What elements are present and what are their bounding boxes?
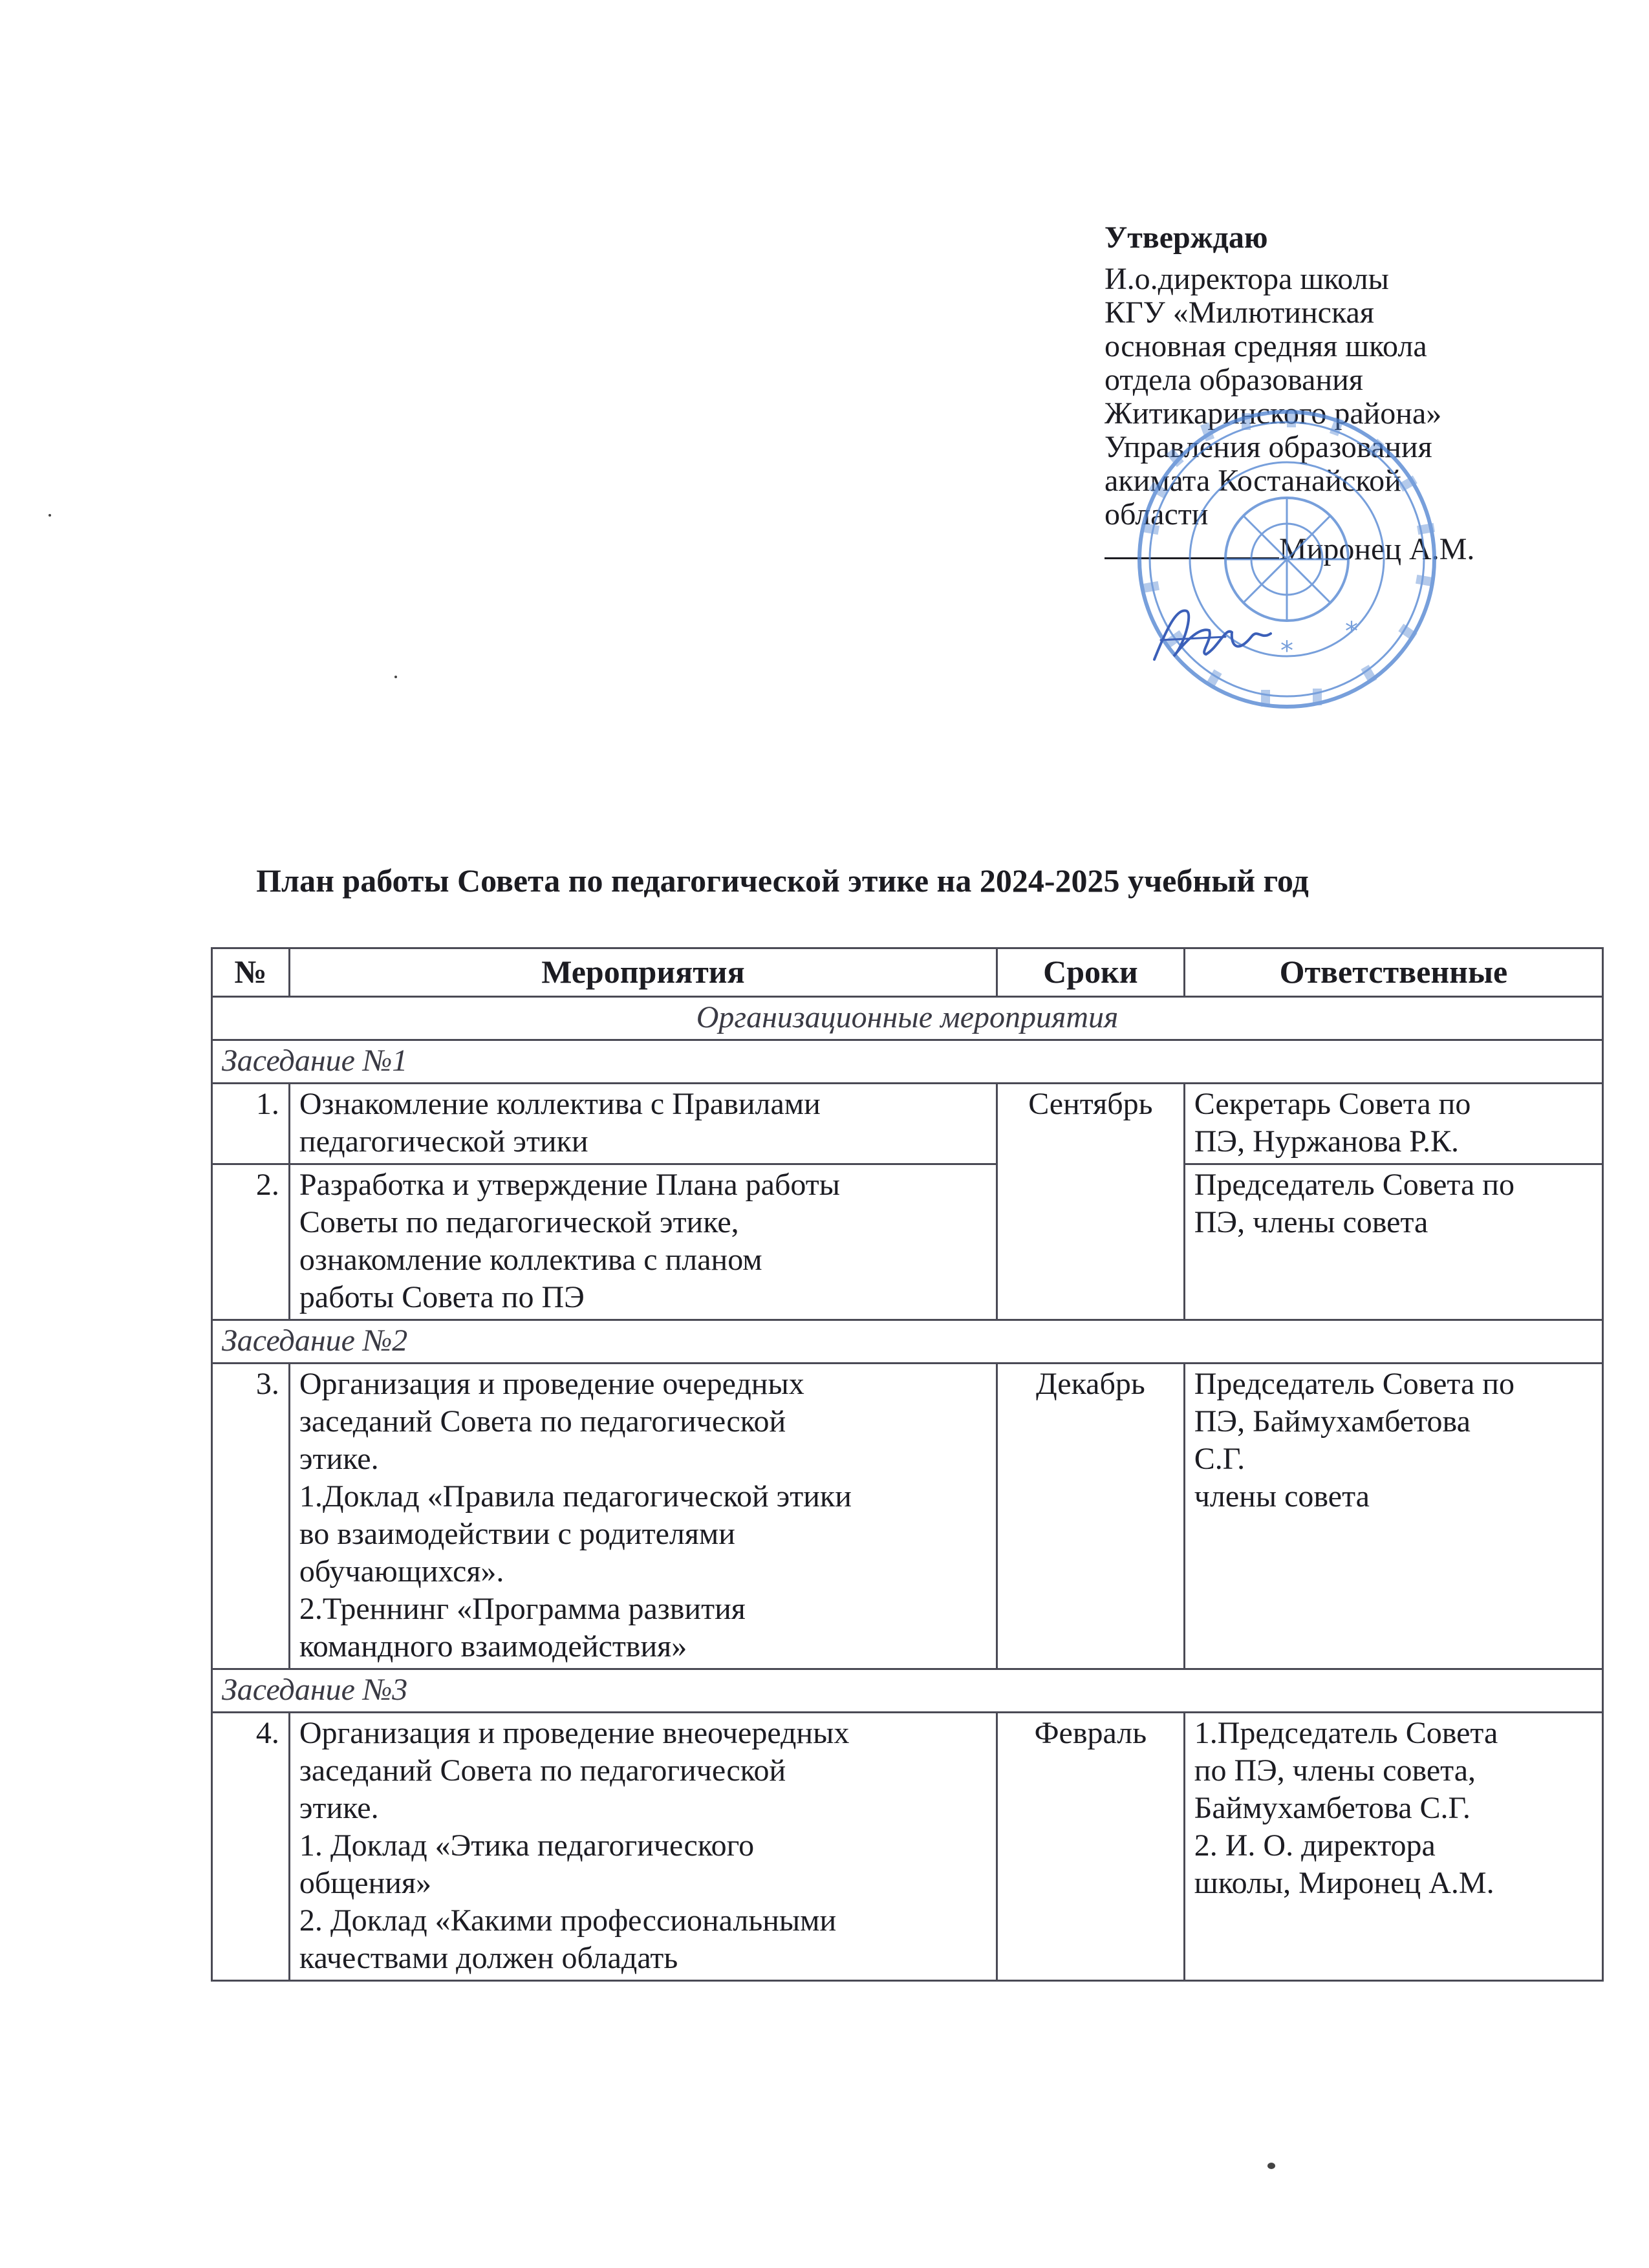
event-line: Организация и проведение внеочередных bbox=[299, 1716, 850, 1750]
table-header-row bbox=[212, 948, 1603, 997]
header-num: № bbox=[212, 948, 290, 997]
event-line: во взаимодействии с родителями bbox=[299, 1517, 735, 1551]
row-term: Февраль bbox=[997, 1713, 1184, 1981]
session-row bbox=[212, 1669, 1603, 1713]
session-row bbox=[212, 1320, 1603, 1364]
row-responsible bbox=[1184, 1084, 1602, 1164]
header-responsible: Ответственные bbox=[1184, 948, 1602, 997]
event-line: Организация и проведение очередных bbox=[299, 1367, 804, 1401]
session-row bbox=[212, 1040, 1603, 1084]
table-row bbox=[212, 1084, 1603, 1164]
row-number: 1. bbox=[212, 1084, 290, 1164]
responsible-line: Председатель Совета по bbox=[1194, 1367, 1514, 1401]
event-line: обучающихся». bbox=[299, 1554, 504, 1589]
row-event bbox=[289, 1713, 997, 1981]
event-line: Разработка и утверждение Плана работы bbox=[299, 1168, 840, 1202]
event-line: заседаний Совета по педагогической bbox=[299, 1404, 786, 1439]
event-line: командного взаимодействия» bbox=[299, 1629, 687, 1664]
document-title: План работы Совета по педагогической этике на 2024-2025 учебный год bbox=[256, 862, 1309, 899]
table-row bbox=[212, 1713, 1603, 1981]
responsible-line: по ПЭ, члены совета, bbox=[1194, 1753, 1476, 1788]
responsible-line: ПЭ, Баймухамбетова bbox=[1194, 1404, 1471, 1439]
event-line: качествами должен обладать bbox=[299, 1941, 678, 1975]
responsible-line: члены совета bbox=[1194, 1479, 1370, 1514]
row-responsible bbox=[1184, 1164, 1602, 1320]
responsible-line: ПЭ, члены совета bbox=[1194, 1205, 1428, 1239]
responsible-line: ПЭ, Нуржанова Р.К. bbox=[1194, 1124, 1459, 1159]
responsible-line: 2. И. О. директора bbox=[1194, 1828, 1436, 1863]
event-line: Советы по педагогической этике, bbox=[299, 1205, 739, 1239]
scan-speck bbox=[48, 514, 51, 517]
approval-line: отдела образования bbox=[1105, 363, 1363, 397]
event-line: 2. Доклад «Какими профессиональными bbox=[299, 1903, 837, 1938]
scan-speck bbox=[394, 676, 397, 678]
row-number: 4. bbox=[212, 1713, 290, 1981]
plan-table bbox=[211, 947, 1604, 1982]
signature-mark-icon bbox=[1148, 601, 1277, 672]
table-row bbox=[212, 1364, 1603, 1669]
approval-line: акимата Костанайской bbox=[1105, 464, 1401, 498]
event-line: этике. bbox=[299, 1791, 379, 1825]
scan-speck bbox=[1267, 2163, 1275, 2169]
row-term: Сентябрь bbox=[997, 1084, 1184, 1320]
row-responsible bbox=[1184, 1364, 1602, 1669]
approval-line: КГУ «Милютинская bbox=[1105, 295, 1374, 330]
responsible-line: С.Г. bbox=[1194, 1442, 1245, 1476]
row-event bbox=[289, 1364, 997, 1669]
responsible-line: школы, Миронец А.М. bbox=[1194, 1866, 1494, 1900]
svg-text:*: * bbox=[1280, 636, 1293, 666]
responsible-line: 1.Председатель Совета bbox=[1194, 1716, 1498, 1750]
row-number: 2. bbox=[212, 1164, 290, 1320]
responsible-line: Председатель Совета по bbox=[1194, 1168, 1514, 1202]
responsible-line: Секретарь Совета по bbox=[1194, 1087, 1471, 1121]
session-label: Заседание №1 bbox=[212, 1040, 1603, 1084]
approval-line: И.о.директора школы bbox=[1105, 262, 1389, 296]
event-line: заседаний Совета по педагогической bbox=[299, 1753, 786, 1788]
row-event bbox=[289, 1084, 997, 1164]
row-number: 3. bbox=[212, 1364, 290, 1669]
session-label: Заседание №3 bbox=[212, 1669, 1603, 1713]
responsible-line: Баймухамбетова С.Г. bbox=[1194, 1791, 1471, 1825]
svg-text:*: * bbox=[1345, 617, 1358, 647]
event-line: педагогической этики bbox=[299, 1124, 588, 1159]
event-line: 2.Треннинг «Программа развития bbox=[299, 1592, 746, 1626]
section-title: Организационные мероприятия bbox=[212, 997, 1603, 1040]
event-line: общения» bbox=[299, 1866, 432, 1900]
approval-line: Житикаринского района» bbox=[1105, 396, 1442, 431]
row-term: Декабрь bbox=[997, 1364, 1184, 1669]
session-label: Заседание №2 bbox=[212, 1320, 1603, 1364]
signatory-name: Миронец А.М. bbox=[1279, 532, 1475, 566]
event-line: 1. Доклад «Этика педагогического bbox=[299, 1828, 755, 1863]
approval-line: основная средняя школа bbox=[1105, 329, 1427, 363]
event-line: Ознакомление коллектива с Правилами bbox=[299, 1087, 821, 1121]
event-line: 1.Доклад «Правила педагогической этики bbox=[299, 1479, 852, 1514]
row-event bbox=[289, 1164, 997, 1320]
header-events: Мероприятия bbox=[289, 948, 997, 997]
event-line: работы Совета по ПЭ bbox=[299, 1280, 585, 1314]
approval-heading: Утверждаю bbox=[1105, 220, 1268, 255]
event-line: этике. bbox=[299, 1442, 379, 1476]
approval-line: области bbox=[1105, 497, 1209, 531]
event-line: ознакомление коллектива с планом bbox=[299, 1243, 762, 1277]
row-responsible bbox=[1184, 1713, 1602, 1981]
header-terms: Сроки bbox=[997, 948, 1184, 997]
table-row bbox=[212, 1164, 1603, 1320]
section-row bbox=[212, 997, 1603, 1040]
approval-line: Управления образования bbox=[1105, 430, 1432, 464]
